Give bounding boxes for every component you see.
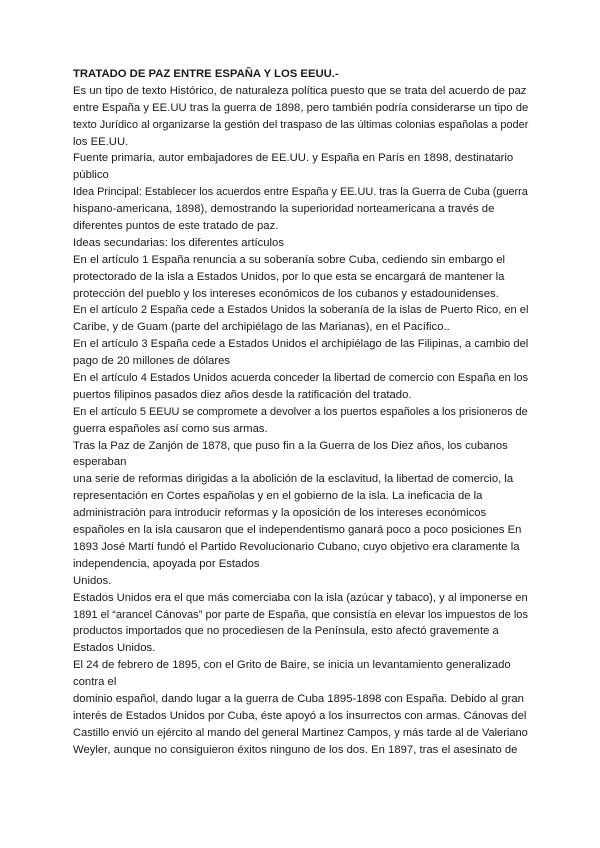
text-line: hispano-americana, 1898), demostrando la superioridad norteamericana a través de	[73, 203, 495, 216]
text-line: En el artículo 2 España cede a Estados Unidos la soberanía de la islas de Puerto Rico, en el	[73, 304, 529, 317]
text-line: productos importados que no procediesen de la Península, esto afectó gravemente a	[73, 625, 499, 638]
text-line: En el artículo 5 EEUU se compromete a devolver a los puertos españoles a los prisioneros de	[73, 405, 528, 418]
text-line: pago de 20 millones de dólares	[73, 355, 231, 368]
text-line: diferentes puntos de este tratado de paz.	[73, 220, 279, 233]
text-line: los EE.UU.	[73, 135, 129, 148]
document-title: TRATADO DE PAZ ENTRE ESPAÑA Y LOS EEUU.-	[73, 68, 339, 80]
text-line: dominio español, dando lugar a la guerra de Cuba 1895-1898 con España. Debido al gran	[73, 692, 524, 705]
text-line: Fuente primaria, autor embajadores de EE.UU. y España en París en 1898, destinatario	[73, 152, 514, 165]
text-line: Tras la Paz de Zanjón de 1878, que puso fin a la Guerra de los Diez años, los cubanos	[73, 439, 508, 452]
text-line: españoles en la isla causaron que el independentismo ganará poco a poco posiciones En	[73, 524, 522, 537]
text-line: independencia, apoyada por Estados	[73, 557, 260, 570]
text-line: esperaban	[73, 456, 127, 469]
text-line: guerra españoles así como sus armas.	[73, 422, 268, 435]
text-line: Idea Principal: Establecer los acuerdos entre España y EE.UU. tras la Guerra de Cuba (guerra	[73, 186, 528, 199]
text-line: público	[73, 169, 109, 182]
text-line: contra el	[73, 676, 117, 689]
text-line: una serie de reformas dirigidas a la abolición de la esclavitud, la libertad de comercio, la	[73, 473, 514, 486]
text-line: Weyler, aunque no consiguieron éxitos ninguno de los dos. En 1897, tras el asesinato de	[73, 743, 518, 756]
text-line: En el artículo 3 España cede a Estados Unidos el archipiélago de las Filipinas, a cambio del	[73, 338, 529, 351]
text-line: Ideas secundarias: los diferentes artículos	[73, 236, 284, 249]
text-line: El 24 de febrero de 1895, con el Grito de Baire, se inicia un levantamiento generalizado	[73, 659, 511, 672]
text-line: administración para introducir reformas y la oposición de los intereses económicos	[73, 507, 487, 520]
text-line: interés de Estados Unidos por Cuba, éste apoyó a los insurrectos con armas. Cánovas del	[73, 709, 527, 722]
text-line: protectorado de la isla a Estados Unidos, por lo que esta se encargará de mantener la	[73, 270, 505, 283]
text-line: En el artículo 4 Estados Unidos acuerda conceder la libertad de comercio con España en los	[73, 372, 529, 385]
text-line: representación en Cortes españolas y en el gobierno de la isla. La ineficacia de la	[73, 490, 483, 503]
text-line: texto Jurídico al organizarse la gestión del traspaso de las últimas colonias españolas a poder	[73, 118, 529, 131]
text-line: En el artículo 1 España renuncia a su soberanía sobre Cuba, cediendo sin embargo el	[73, 253, 506, 266]
text-line: 1891 el “arancel Cánovas” por parte de España, que consistía en elevar los impuestos de los	[73, 608, 528, 621]
text-line: entre España y EE.UU tras la guerra de 1898, pero también podría considerarse un tipo de	[73, 101, 529, 114]
text-line: Unidos.	[73, 574, 112, 587]
text-line: Estados Unidos.	[73, 642, 156, 655]
text-line: Caribe, y de Guam (parte del archipiélago de las Marianas), en el Pacífico..	[73, 321, 450, 334]
text-line: Estados Unidos era el que más comerciaba con la isla (azúcar y tabaco), y al imponerse en	[73, 591, 528, 604]
document-body	[73, 66, 528, 759]
text-line: Es un tipo de texto Histórico, de naturaleza política puesto que se trata del acuerdo de paz	[73, 84, 527, 97]
text-line: puertos filipinos pasados diez años desde la ratificación del tratado.	[73, 388, 412, 401]
text-line: 1893 José Martí fundó el Partido Revolucionario Cubano, cuyo objetivo era claramente la	[73, 540, 520, 553]
text-line: Castillo envió un ejército al mando del general Martinez Campos, y más tarde al de Valeriano	[73, 726, 528, 739]
text-line: protección del pueblo y los intereses económicos de los cubanos y estadounidenses.	[73, 287, 499, 300]
